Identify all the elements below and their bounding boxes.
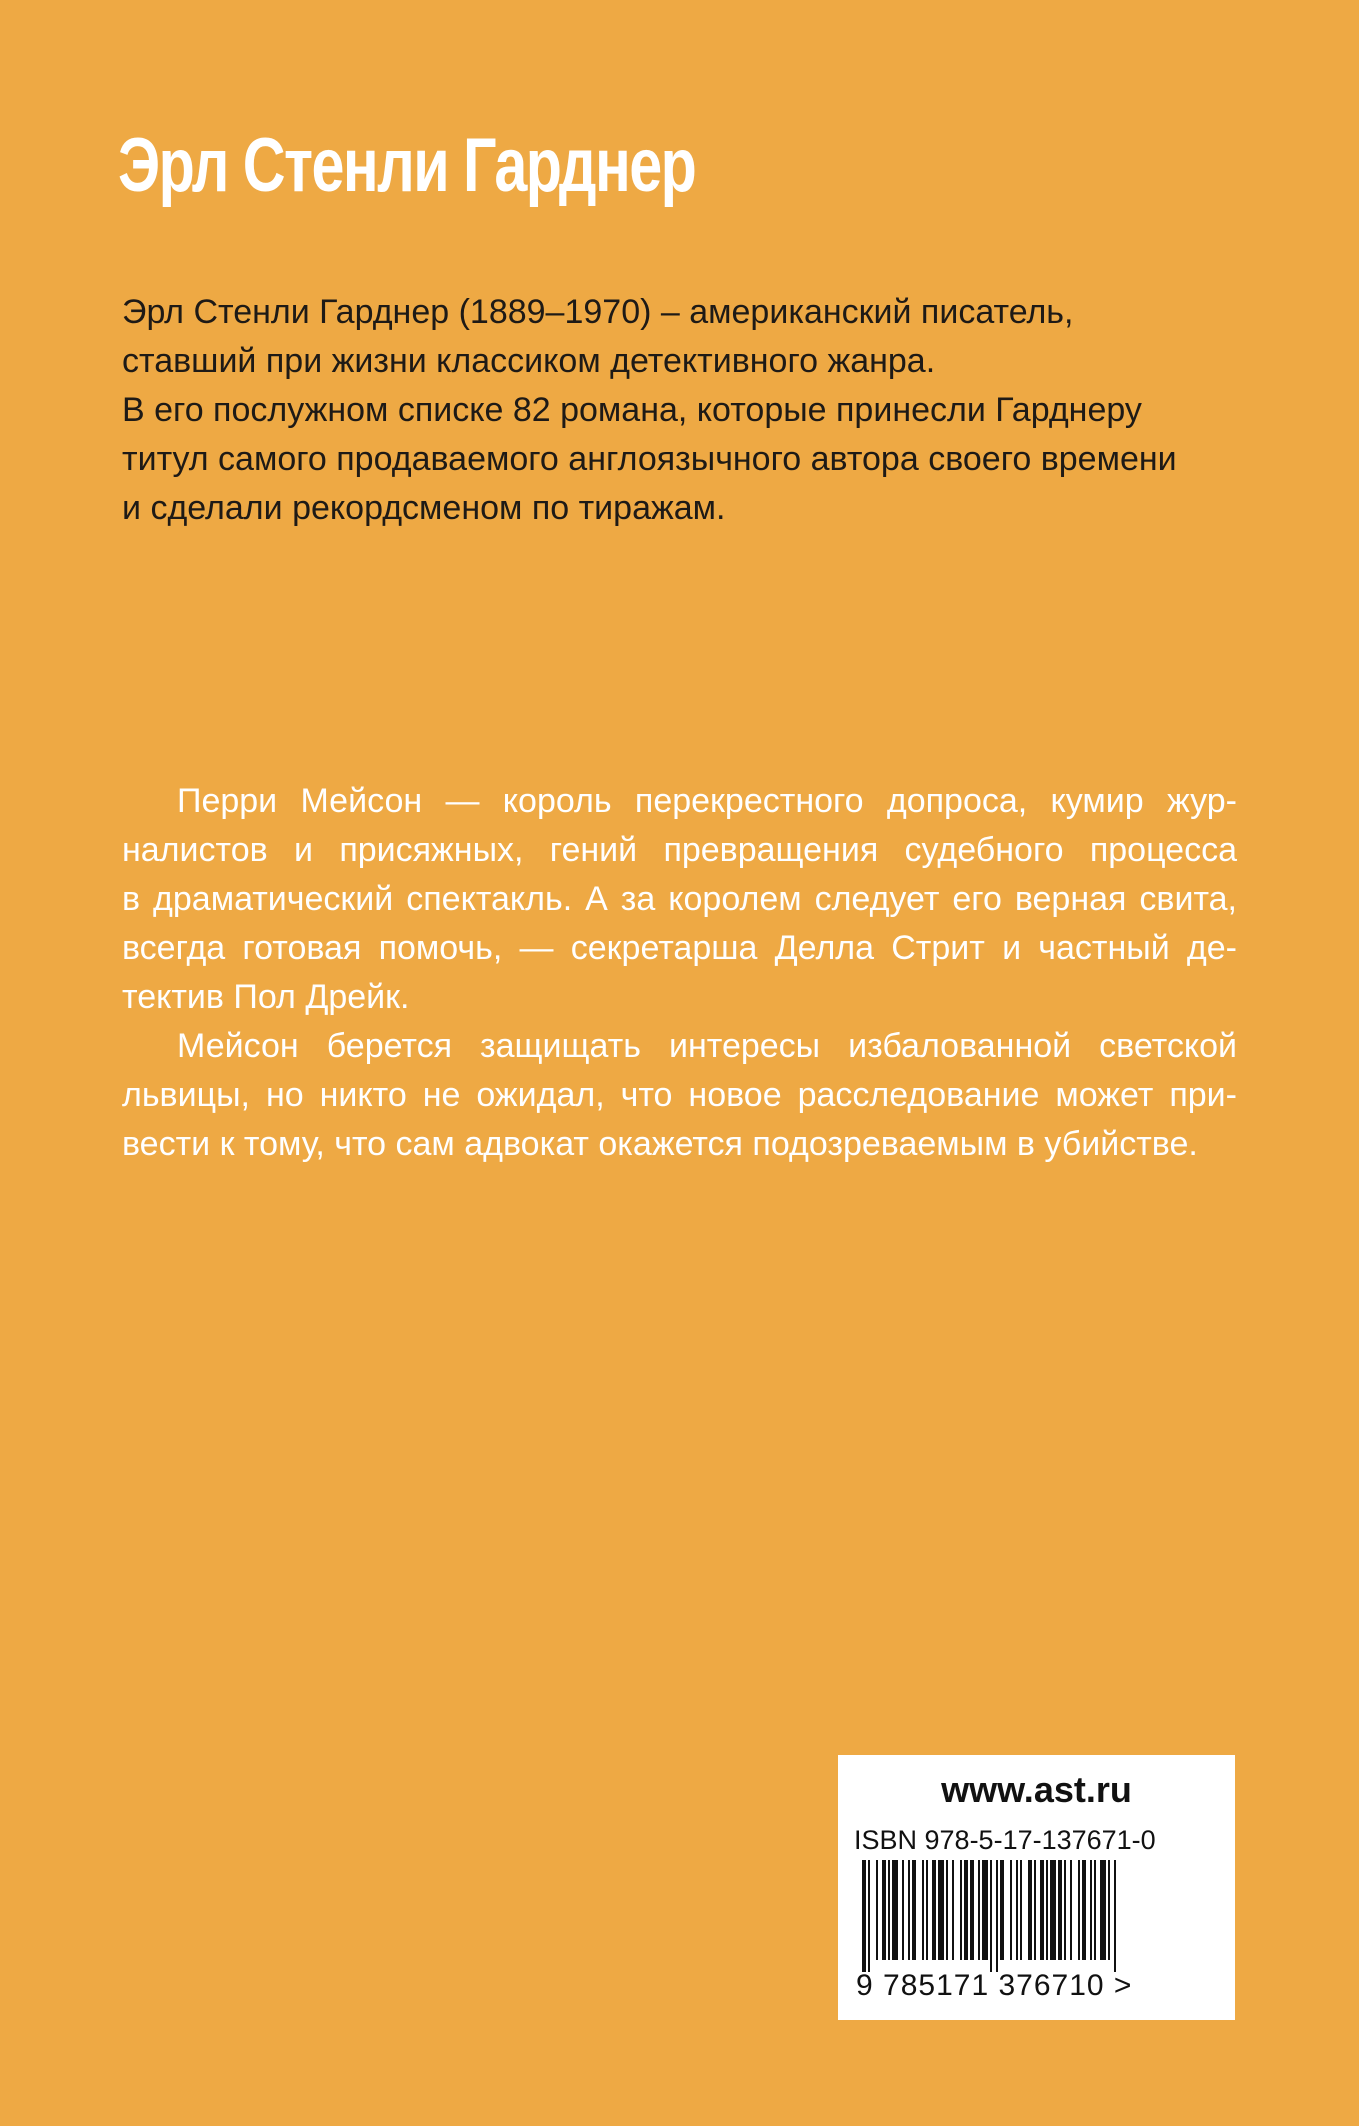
- blurb-line: тектив Пол Дрейк.: [122, 978, 410, 1016]
- barcode-bar: [908, 1860, 910, 1960]
- barcode-bar: [888, 1860, 890, 1960]
- barcode-bar: [922, 1860, 924, 1960]
- blurb-paragraph-1: [122, 777, 1237, 1022]
- bio-line: титул самого продаваемого англоязычного автора своего времени: [122, 440, 1177, 478]
- blurb-line: Перри Мейсон — король перекрестного допроса, кумир жур-: [177, 782, 1237, 820]
- author-bio: [122, 288, 1252, 533]
- blurb-line: всегда готовая помочь, — секретарша Делла Стрит и частный де-: [122, 929, 1237, 967]
- barcode-bar: [1100, 1860, 1106, 1960]
- barcode-bar: [970, 1860, 974, 1960]
- author-name: Эрл Стенли Гарднер: [118, 123, 696, 208]
- barcode-bar: [902, 1860, 904, 1960]
- barcode-bar: [1078, 1860, 1080, 1960]
- blurb-line: Мейсон берется защищать интересы избалованной светской: [177, 1027, 1237, 1065]
- bio-line: В его послужном списке 82 романа, которые принесли Гарднеру: [122, 391, 1142, 429]
- barcode-bar: [964, 1860, 968, 1960]
- barcode-bar: [1082, 1860, 1086, 1960]
- barcode: [852, 1860, 1222, 1972]
- barcode-bar: [996, 1860, 998, 1972]
- barcode-bar: [1040, 1860, 1044, 1960]
- barcode-digits: 9 785171 376710 >: [856, 1969, 1133, 2002]
- blurb-line: налистов и присяжных, гений превращения судебного процесса: [122, 831, 1237, 869]
- isbn-number: ISBN 978-5-17-137671-0: [854, 1825, 1156, 1855]
- barcode-bar: [862, 1860, 866, 1972]
- barcode-bar: [1010, 1860, 1012, 1960]
- barcode-bar: [1020, 1860, 1022, 1960]
- barcode-bar: [952, 1860, 954, 1960]
- barcode-bar: [1016, 1860, 1018, 1960]
- barcode-bar: [1114, 1860, 1116, 1972]
- publisher-website: www.ast.ru: [941, 1769, 1132, 1810]
- barcode-bar: [946, 1860, 948, 1960]
- barcode-bar: [1094, 1860, 1096, 1960]
- blurb-line: в драматический спектакль. А за королем следует его верная свита,: [122, 880, 1237, 918]
- barcode-bar: [892, 1860, 898, 1960]
- barcode-bar: [876, 1860, 878, 1960]
- barcode-bar: [1070, 1860, 1072, 1960]
- barcode-bar: [978, 1860, 980, 1960]
- barcode-bar: [1028, 1860, 1032, 1960]
- barcode-bar: [938, 1860, 944, 1960]
- blurb-paragraph-2: [122, 1022, 1237, 1169]
- blurb-line: львицы, но никто не ожидал, что новое расследование может при-: [122, 1076, 1237, 1114]
- barcode-bar: [932, 1860, 936, 1960]
- barcode-bar: [912, 1860, 916, 1960]
- bio-line: и сделали рекордсменом по тиражам.: [122, 489, 726, 527]
- barcode-bar: [1000, 1860, 1004, 1960]
- barcode-bar: [982, 1860, 988, 1960]
- barcode-bar: [990, 1860, 992, 1972]
- isbn-box: [838, 1755, 1235, 2020]
- barcode-bar: [1034, 1860, 1036, 1960]
- barcode-bar: [868, 1860, 870, 1972]
- barcode-bar: [960, 1860, 962, 1960]
- barcode-bar: [926, 1860, 928, 1960]
- barcode-bar: [1064, 1860, 1066, 1960]
- barcode-bar: [1058, 1860, 1062, 1960]
- barcode-bar: [882, 1860, 886, 1960]
- bio-line: Эрл Стенли Гарднер (1889–1970) – американский писатель,: [122, 293, 1074, 331]
- barcode-bar: [1090, 1860, 1092, 1960]
- barcode-bar: [1046, 1860, 1048, 1960]
- barcode-bar: [1108, 1860, 1110, 1960]
- barcode-bar: [1050, 1860, 1056, 1960]
- book-blurb: [122, 777, 1237, 1169]
- bio-line: ставший при жизни классиком детективного жанра.: [122, 342, 936, 380]
- blurb-line: вести к тому, что сам адвокат окажется подозреваемым в убийстве.: [122, 1125, 1198, 1163]
